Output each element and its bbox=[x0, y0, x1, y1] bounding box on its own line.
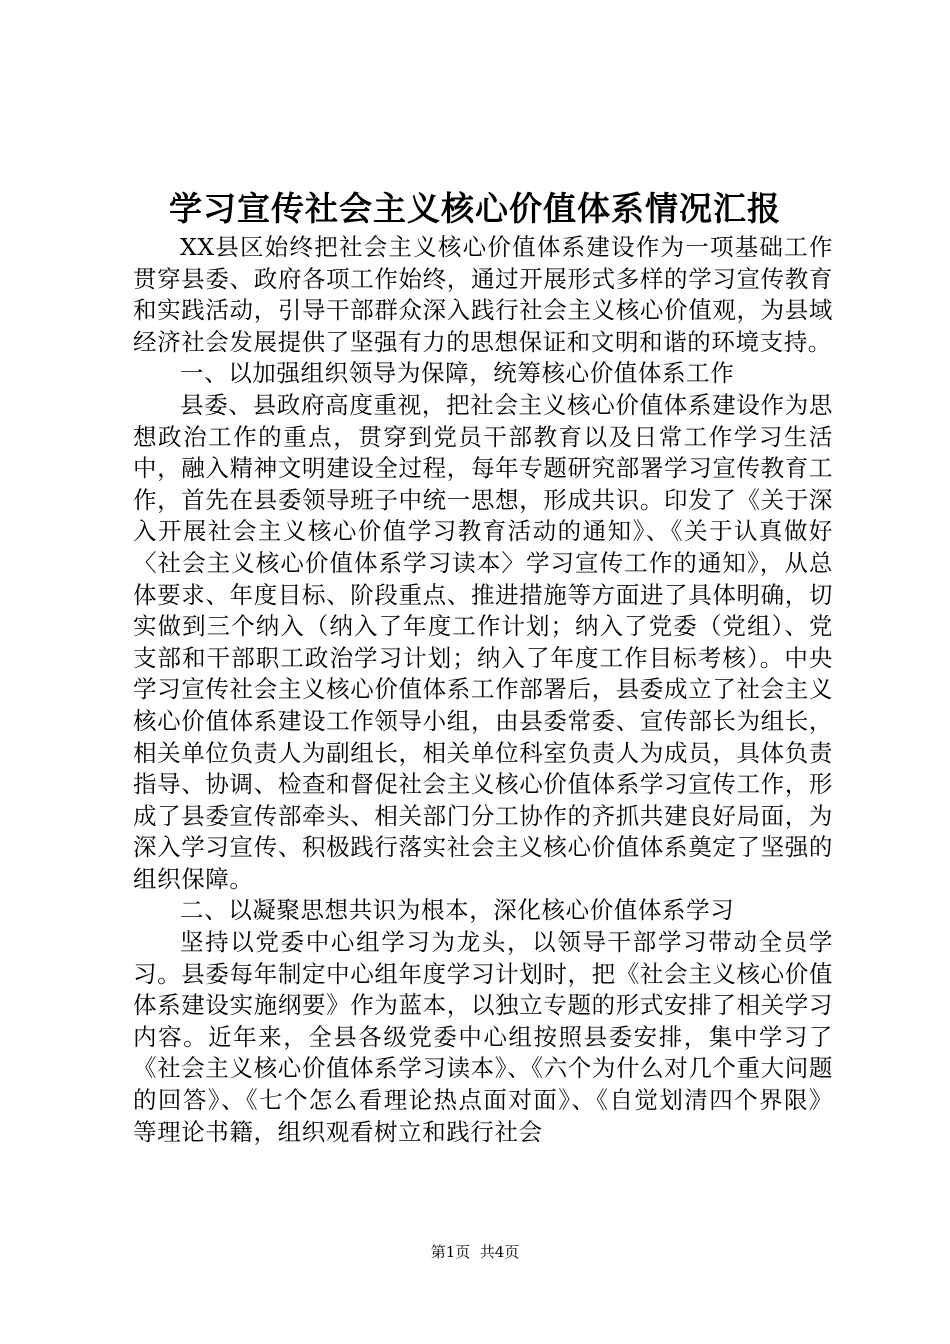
document-title: 学习宣传社会主义核心价值体系情况汇报 bbox=[169, 189, 781, 228]
document-body bbox=[133, 232, 833, 1148]
section-heading-1: 一、以加强组织领导为保障，统筹核心价值体系工作 bbox=[180, 359, 735, 388]
section-heading-2: 二、以凝聚思想共识为根本，深化核心价值体系学习 bbox=[180, 896, 735, 925]
paragraph-section-2: 坚持以党委中心组学习为龙头，以领导干部学习带动全员学习。县委每年制定中心组年度学习计划时，把《社会主义核心价值体系建设实施纲要》作为蓝本，以独立专题的形式安排了相关学习内容。近年来，全县各级党委中心组按照县委安排，集中学习了《社会主义核心价值体系学习读本》、《六个为什么对几个重大问题的回答》、《七个怎么看理论热点面对面》、《自觉划清四个界限》等理论书籍，组织观看树立和践行社会 bbox=[133, 928, 833, 1146]
page-footer bbox=[0, 1242, 950, 1262]
paragraph-section-1: 县委、县政府高度重视，把社会主义核心价值体系建设作为思想政治工作的重点，贯穿到党员干部教育以及日常工作学习生活中，融入精神文明建设全过程，每年专题研究部署学习宣传教育工作，首先在县委领导班子中统一思想，形成共识。印发了《关于深入开展社会主义核心价值学习教育活动的通知》、《关于认真做好〈社会主义核心价值体系学习读本〉学习宣传工作的通知》，从总体要求、年度目标、阶段重点、推进措施等方面进了具体明确，切实做到三个纳入（纳入了年度工作计划；纳入了党委（党组）、党支部和干部职工政治学习计划；纳入了年度工作目标考核）。中央学习宣传社会主义核心价值体系工作部署后，县委成立了社会主义核心价值体系建设工作领导小组，由县委常委、宣传部长为组长，相关单位负责人为副组长，相关单位科室负责人为成员，具体负责指导、协调、检查和督促社会主义核心价值体系学习宣传工作，形成了县委宣传部牵头、相关部门分工协作的齐抓共建良好局面，为深入学习宣传、积极践行落实社会主义核心价值体系奠定了坚强的组织保障。 bbox=[133, 390, 833, 893]
paragraph-intro: XX县区始终把社会主义核心价值体系建设作为一项基础工作贯穿县委、政府各项工作始终，通过开展形式多样的学习宣传教育和实践活动，引导干部群众深入践行社会主义核心价值观，为县域经济社会发展提供了坚强有力的思想保证和文明和谐的环境支持。 bbox=[133, 233, 833, 356]
page-number-label: 第1页 共4页 bbox=[430, 1243, 520, 1261]
